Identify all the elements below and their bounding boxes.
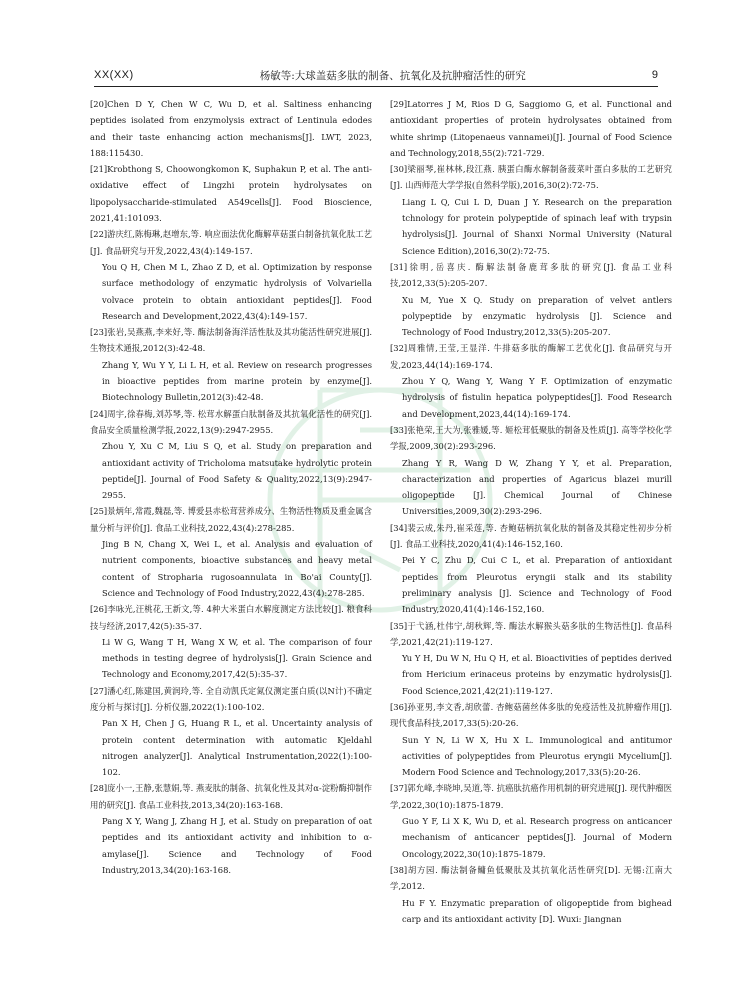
journal-volume: XX(XX) (94, 69, 134, 81)
reference-entry (390, 618, 672, 699)
reference-translation: Li W G, Wang T H, Wang X W, et al. The comparison of four methods in testing degree of hydrolysis[J]. Grain Science and Technology and Economy,2017,42(5):35-37. (102, 636, 372, 680)
reference-translation: Xu M, Yue X Q. Study on preparation of velvet antlers polypeptide by enzymatic hydrolysis [J]. Science and Technology of Food Industry,2012,33(5):205-207. (402, 294, 672, 338)
reference-translation: Sun Y N, Li W X, Hu X L. Immunological and antitumor activities of polypeptides from Pleurotus eryngii Mycelium[J]. Modern Food Science and Technology,2017,33(5):20-26. (402, 734, 672, 778)
reference-entry (90, 503, 372, 601)
reference-entry (390, 862, 672, 927)
reference-translation: Pan X H, Chen J G, Huang R L, et al. Uncertainty analysis of protein content determination with automatic Kjeldahl nitrogen analyzer[J]. Analytical Instrumentation,2022(1):100-102. (102, 718, 372, 778)
reference-text: [22]游庆红,陈梅琳,赵增东,等. 响应面法优化酶解草菇蛋白制备抗氧化肽工艺[J]. 食品研究与开发,2022,43(4):149-157. (90, 229, 372, 256)
reference-entry (90, 226, 372, 324)
reference-text: [26]李咏光,汪桃花,王新文,等. 4种大米蛋白水解度测定方法比较[J]. 粮食科技与经济,2017,42(5):35-37. (90, 604, 372, 631)
reference-entry (390, 422, 672, 520)
reference-text: [20]Chen D Y, Chen W C, Wu D, et al. Saltiness enhancing peptides isolated from enzymolysis extract of Lentinula edodes and their taste enhancing action mechanisms[J]. LWT, 2023, 188:115430. (90, 99, 372, 158)
reference-text: [38]胡方园. 酶法制备鳙鱼低聚肽及其抗氧化活性研究[D]. 无锡:江南大学,2012. (390, 864, 672, 892)
reference-translation: Zhou Y Q, Wang Y, Wang Y F. Optimization of enzymatic hydrolysis of fistulin hepatica polypeptides[J]. Food Research and Development,2023,44(14):169-174. (402, 376, 672, 419)
reference-text: [28]庞小一,王静,张慧娟,等. 燕麦肽的制备、抗氧化性及其对α-淀粉酶抑制作用的研究[J]. 食品工业科技,2013,34(20):163-168. (90, 783, 372, 810)
reference-entry (90, 161, 372, 226)
reference-translation: Zhou Y, Xu C M, Liu S Q, et al. Study on preparation and antioxidant activity of Tricholoma matsutake hydrolytic protein peptide[J]. Journal of Food Safety & Quality,2022,13(9):2947-2955. (102, 441, 372, 501)
reference-entry (390, 780, 672, 861)
reference-translation: Liang L Q, Cui L D, Duan J Y. Research on the preparation tchnology for protein polypeptide of spinach leaf with trypsin hydrolysis[J]. Journal of Shanxi Normal University (Natural Science Edition),2016,30(2):72-75. (402, 196, 672, 256)
reference-text: [23]张岩,吴燕燕,李来好,等. 酶法制备海洋活性肽及其功能活性研究进展[J]. 生物技术通报,2012(3):42-48. (90, 327, 372, 354)
reference-entry (390, 699, 672, 780)
reference-text: [30]梁丽琴,崔林林,段江燕. 胰蛋白酶水解制备菠菜叶蛋白多肽的工艺研究[J]. 山西师范大学学报(自然科学版),2016,30(2):72-75. (390, 164, 672, 191)
reference-entry (90, 324, 372, 405)
reference-column-left (90, 96, 372, 878)
reference-translation: Pei Y C, Zhu D, Cui C L, et al. Preparation of antioxidant peptides from Pleurotus eryngii stalk and its stability preliminary analysis [J]. Science and Technology of Food Industry,2020,41(4):146-152,160. (402, 555, 672, 615)
reference-entry (90, 780, 372, 878)
reference-entry (390, 259, 672, 340)
reference-text: [36]孙亚男,李文香,胡欣蕾. 杏鲍菇菌丝体多肽的免疫活性及抗肿瘤作用[J]. 现代食品科技,2017,33(5):20-26. (390, 701, 672, 729)
reference-entry (390, 340, 672, 421)
reference-entry (90, 683, 372, 781)
reference-entry (390, 161, 672, 259)
reference-text: [24]周宇,徐春梅,刘苏琴,等. 松茸水解蛋白肽制备及其抗氧化活性的研究[J]. 食品安全质量检测学报,2022,13(9):2947-2955. (90, 408, 372, 435)
reference-text: [34]裴云成,朱丹,崔采莲,等. 杏鲍菇柄抗氧化肽的制备及其稳定性初步分析[J]. 食品工业科技,2020,41(4):146-152,160. (390, 522, 672, 550)
reference-entry (90, 406, 372, 504)
reference-translation: Zhang Y, Wu Y Y, Li L H, et al. Review on research progresses in bioactive peptides from marine protein by enzyme[J]. Biotechnology Bulletin,2012(3):42-48. (102, 359, 372, 403)
reference-text: [32]周雅情,王莹,王显洋. 牛排菇多肽的酶解工艺优化[J]. 食品研究与开发,2023,44(14):169-174. (390, 343, 672, 370)
reference-text: [33]张艳荣,王大为,张雅媛,等. 姬松茸低聚肽的制备及性质[J]. 高等学校化学学报,2009,30(2):293-296. (390, 424, 672, 452)
reference-text: [31]徐明,岳喜庆. 酶解法制备鹿茸多肽的研究[J]. 食品工业科技,2012,33(5):205-207. (390, 261, 672, 289)
reference-text: [25]景炳年,常霞,魏磊,等. 博爱县赤松茸营养成分、生物活性物质及重金属含量分析与评价[J]. 食品工业科技,2022,43(4):278-285. (90, 506, 372, 533)
reference-entry (90, 96, 372, 161)
reference-text: [35]于弋涵,杜伟宁,胡秋辉,等. 酶法水解猴头菇多肽的生物活性[J]. 食品科学,2021,42(21):119-127. (390, 620, 672, 647)
reference-text: [21]Krobthong S, Choowongkomon K, Suphakun P, et al. The anti-oxidative effect of Lingzhi protein hydrolysates on lipopolysaccharide-stimulated A549cells[J]. Food Bioscience, 2021,41:101093. (90, 164, 372, 224)
reference-translation: Zhang Y R, Wang D W, Zhang Y Y, et al. Preparation, characterization and properties of Agaricus blazei murill oligopeptide [J]. Chemical Journal of Chinese Universities,2009,30(2):293-296. (402, 457, 672, 517)
reference-column-right (390, 96, 672, 927)
running-header (94, 64, 658, 87)
running-title: 杨敏等:大球盖菇多肽的制备、抗氧化及抗肿瘤活性的研究 (259, 69, 526, 82)
reference-text: [37]郭允峰,李晓坤,吴道,等. 抗癌肽抗癌作用机制的研究进展[J]. 现代肿瘤医学,2022,30(10):1875-1879. (390, 783, 672, 810)
reference-entry (390, 96, 672, 161)
reference-entry (390, 520, 672, 618)
reference-translation: Hu F Y. Enzymatic preparation of oligopeptide from bighead carp and its antioxidant activity [D]. Wuxi: Jiangnan (402, 897, 672, 924)
reference-translation: Guo Y F, Li X K, Wu D, et al. Research progress on anticancer mechanism of anticancer peptides[J]. Journal of Modern Oncology,2022,30(10):1875-1879. (402, 816, 672, 859)
reference-translation: You Q H, Chen M L, Zhao Z D, et al. Optimization by response surface methodology of enzymatic hydrolysis of Volvariella volvace protein to obtain antioxidant peptides[J]. Food Research and Development,2022,43(4):149-157. (102, 261, 372, 321)
reference-translation: Pang X Y, Wang J, Zhang H J, et al. Study on preparation of oat peptides and its antioxidant activity and inhibition to α-amylase[J]. Science and Technology of Food Industry,2013,34(20):163-168. (102, 816, 372, 875)
reference-text: [27]潘心红,陈建国,黄润玲,等. 全自动凯氏定氮仪测定蛋白质(以N计)不确定度分析与探讨[J]. 分析仪器,2022(1):100-102. (90, 685, 372, 712)
reference-translation: Jing B N, Chang X, Wei L, et al. Analysis and evaluation of nutrient components, bioactive substances and heavy metal content of Stropharia rugosoannulata in Bo'ai County[J]. Science and Technology of Food Industry,2022,43(4):278-285. (102, 539, 372, 598)
reference-translation: Yu Y H, Du W N, Hu Q H, et al. Bioactivities of peptides derived from Hericium erinaceus proteins by enzymatic hydrolysis[J]. Food Science,2021,42(21):119-127. (402, 653, 672, 696)
reference-text: [29]Latorres J M, Rios D G, Saggiomo G, et al. Functional and antioxidant properties of protein hydrolysates obtained from white shrimp (Litopenaeus vannamei)[J]. Journal of Food Science and Technology,2018,55(2):721-729. (390, 99, 672, 158)
page-number: 9 (651, 69, 658, 81)
reference-entry (90, 601, 372, 682)
